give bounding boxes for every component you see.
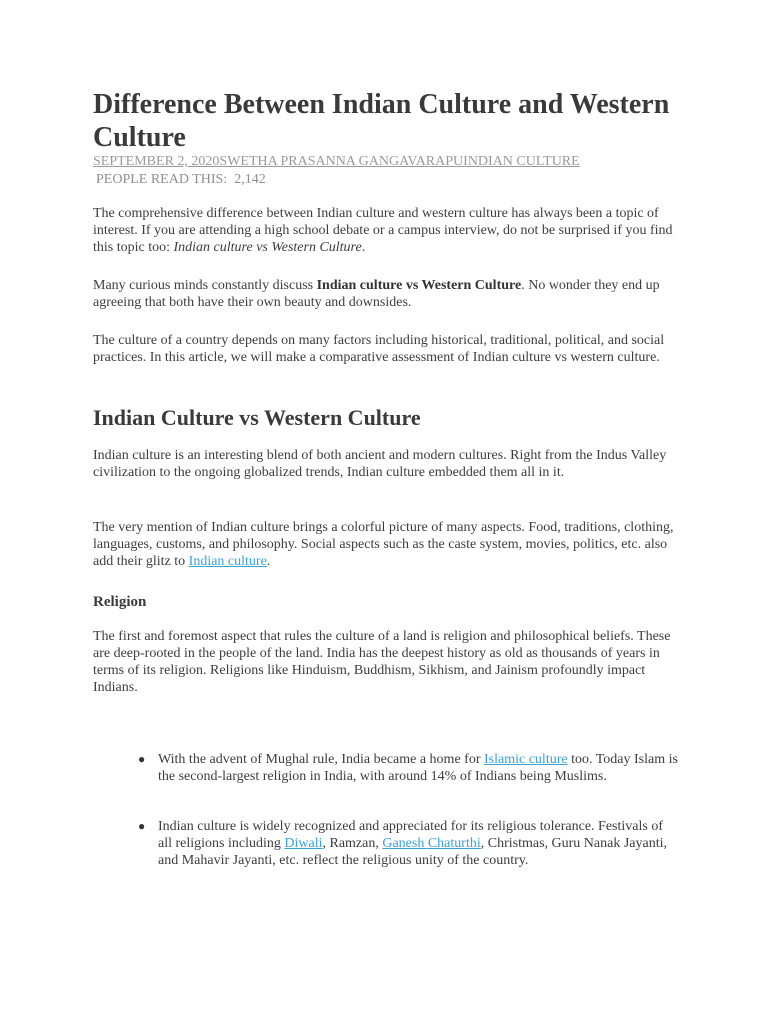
section1-p2-start: The very mention of Indian culture brings a colorful picture of many aspects. Food, traditions, clothing, languages, customs, and philosophy. Social aspects such as the caste system, movies, politics, etc. also add their glitz to xyxy=(93,520,674,569)
islamic-culture-link[interactable]: Islamic culture xyxy=(484,752,568,767)
post-date-link[interactable]: SEPTEMBER 2, 2020 xyxy=(93,154,220,169)
indian-culture-link[interactable]: Indian culture xyxy=(188,554,267,569)
section1-paragraph-1: Indian culture is an interesting blend of both ancient and modern cultures. Right from the Indus Valley civilization to the ongoing globalized trends, Indian culture embedded them all in it. xyxy=(93,448,667,480)
intro-p2-start: Many curious minds constantly discuss xyxy=(93,278,317,293)
intro-p2-bold: Indian culture vs Western Culture xyxy=(316,278,522,293)
intro-p2-end: . No wonder they end up agreeing that both have their own beauty and downsides. xyxy=(93,278,660,310)
section1-p2-end: . xyxy=(266,554,271,569)
people-read-counter xyxy=(96,172,266,188)
intro-p1-italic: Indian culture vs Western Culture xyxy=(173,240,362,255)
ganesh-chaturthi-link[interactable]: Ganesh Chaturthi xyxy=(382,836,481,851)
intro-paragraph-3: The culture of a country depends on many factors including historical, traditional, political, and social practices. In this article, we will make a comparative assessment of Indian culture vs western culture. xyxy=(93,333,665,365)
list-item xyxy=(138,818,678,869)
intro-paragraph-1 xyxy=(93,205,683,256)
bullet-icon: ● xyxy=(138,752,146,766)
religion-heading: Religion xyxy=(93,594,147,610)
bullet-2-end: , Christmas, Guru Nanak Jayanti, and Mahavir Jayanti, etc. reflect the religious unity of the country. xyxy=(158,836,667,868)
religion-paragraph: The first and foremost aspect that rules the culture of a land is religion and philosophical beliefs. These are deep-rooted in the people of the land. India has the deepest history as old as thousands of years in terms of its religion. Religions like Hinduism, Buddhism, Sikhism, and Jainism profoundly impact Indians. xyxy=(93,629,671,695)
bullet-2-start: Indian culture is widely recognized and appreciated for its religious tolerance. Festivals of all religions including xyxy=(158,819,663,851)
article-title: Difference Between Indian Culture and Western Culture xyxy=(93,89,670,153)
category-link[interactable]: INDIAN CULTURE xyxy=(463,154,580,169)
author-link[interactable]: SWETHA PRASANNA GANGAVARAPU xyxy=(219,154,464,169)
bullet-icon: ● xyxy=(138,819,146,833)
section-heading: Indian Culture vs Western Culture xyxy=(93,405,421,430)
list-item xyxy=(138,751,678,785)
intro-p1-text: The comprehensive difference between Indian culture and western culture has always been a topic of interest. If you are attending a high school debate or a campus interview, do not be surprised if you find this topic too: xyxy=(93,206,673,255)
bullet-2-mid: , Ramzan, xyxy=(322,836,383,851)
section1-paragraph-2 xyxy=(93,519,683,570)
intro-paragraph-2 xyxy=(93,277,683,311)
people-read-label: PEOPLE READ THIS: xyxy=(96,172,228,187)
article-meta xyxy=(93,154,693,170)
intro-p1-end: . xyxy=(361,240,366,255)
people-read-count: 2,142 xyxy=(234,172,266,187)
bullet-1-start: With the advent of Mughal rule, India became a home for xyxy=(158,752,484,767)
diwali-link[interactable]: Diwali xyxy=(284,836,323,851)
bullet-1-end: too. Today Islam is the second-largest religion in India, with around 14% of Indians being Muslims. xyxy=(158,752,678,784)
